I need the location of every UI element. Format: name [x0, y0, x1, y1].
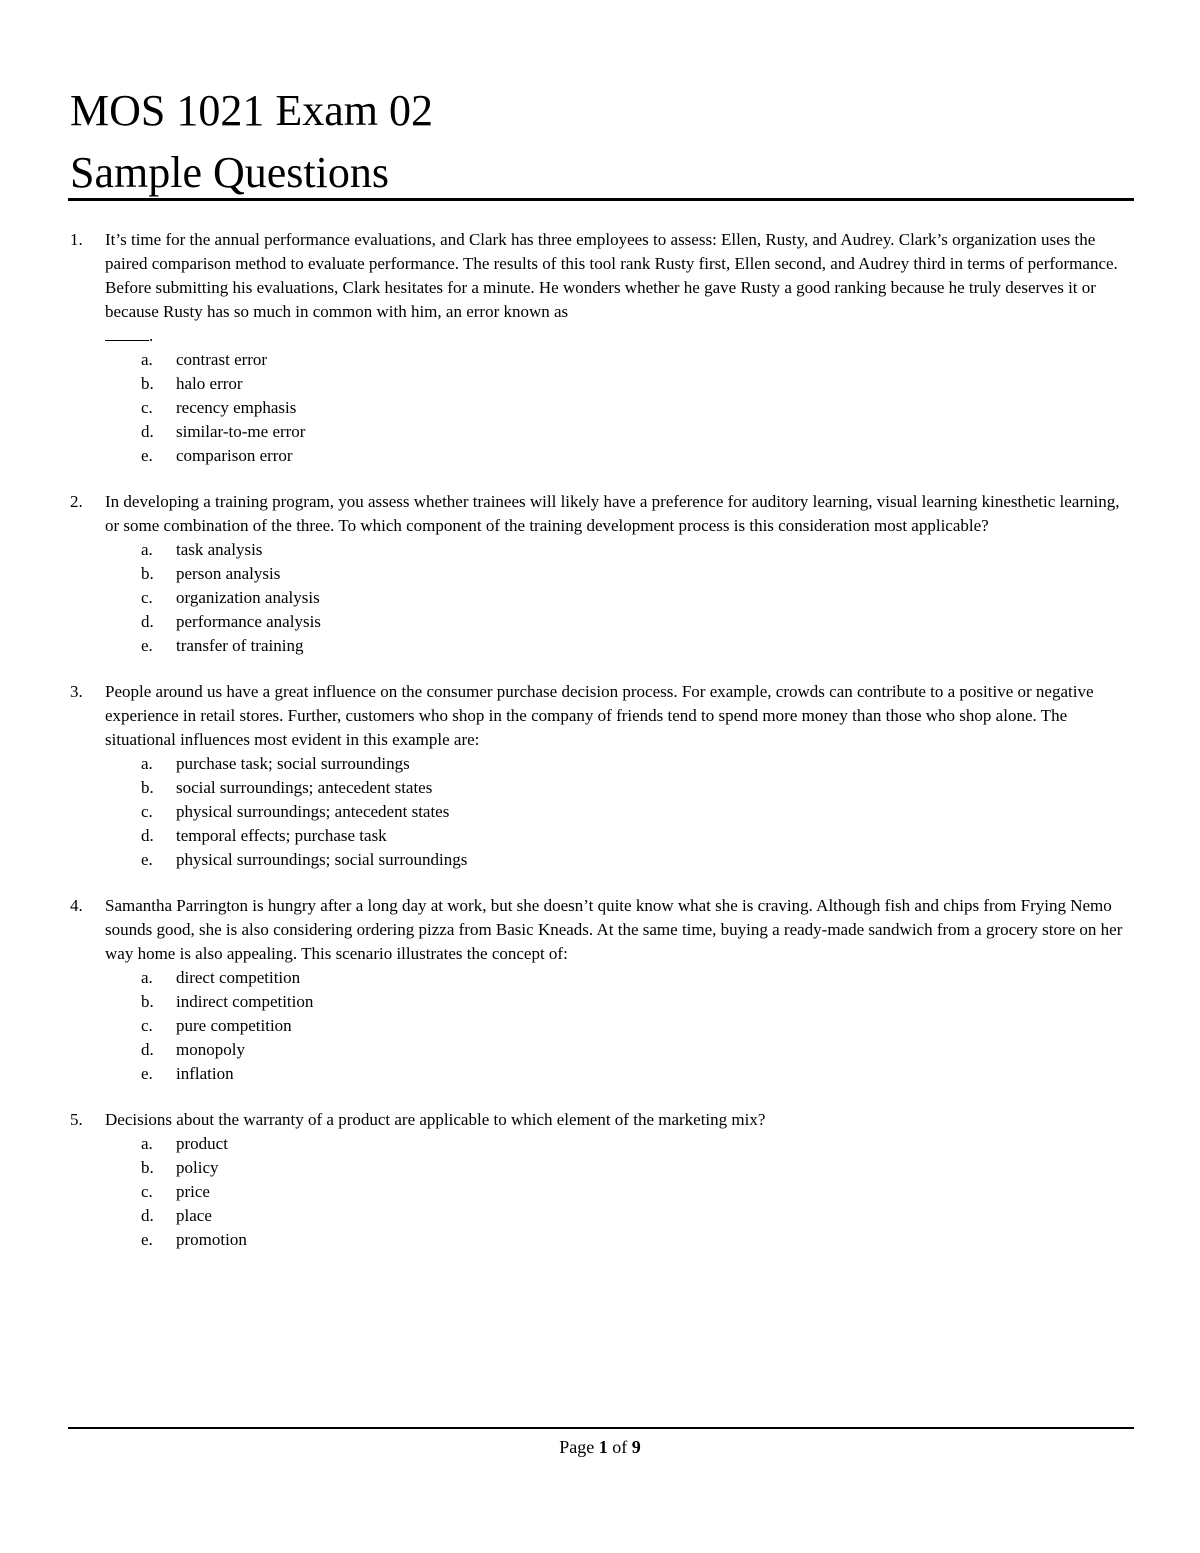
question-5: [70, 1108, 1134, 1252]
choice-letter: e.: [141, 636, 153, 655]
question-text: People around us have a great influence on the consumer purchase decision process. For example, crowds can contribute to a positive or negative experience in retail stores. Further, customers who shop in the company of friends tend to spend more money than those who shop alone. The situational influences most evident in this example are:: [105, 682, 1094, 749]
choice-letter: d.: [141, 826, 154, 845]
choice-letter: c.: [141, 398, 153, 417]
choice-text: organization analysis: [176, 588, 320, 607]
question-list: [70, 228, 1134, 1274]
question-number: 3.: [70, 682, 83, 701]
choice-letter: a.: [141, 540, 153, 559]
choice-letter: e.: [141, 1230, 153, 1249]
choice-letter: b.: [141, 778, 154, 797]
choice-letter: b.: [141, 1158, 154, 1177]
choice-item: [105, 420, 1134, 444]
choice-item: [105, 348, 1134, 372]
question-stem-end: .: [149, 326, 154, 345]
choice-list: [105, 966, 1134, 1086]
choice-letter: a.: [141, 754, 153, 773]
choice-text: physical surroundings; social surroundings: [176, 850, 468, 869]
choice-item: [105, 848, 1134, 872]
choice-list: [105, 348, 1134, 468]
choice-item: [105, 372, 1134, 396]
page-total: 9: [631, 1437, 641, 1457]
choice-letter: e.: [141, 446, 153, 465]
question-number: 4.: [70, 896, 83, 915]
question-number: 1.: [70, 230, 83, 249]
choice-text: indirect competition: [176, 992, 314, 1011]
page-current: 1: [598, 1437, 608, 1457]
choice-item: [105, 1228, 1134, 1252]
choice-item: [105, 1204, 1134, 1228]
choice-letter: b.: [141, 564, 154, 583]
choice-item: [105, 966, 1134, 990]
choice-item: [105, 752, 1134, 776]
choice-text: recency emphasis: [176, 398, 297, 417]
document-header: [70, 80, 1134, 204]
choice-item: [105, 1132, 1134, 1156]
choice-text: contrast error: [176, 350, 268, 369]
choice-item: [105, 824, 1134, 848]
exam-title: MOS 1021 Exam 02: [70, 86, 433, 135]
choice-item: [105, 1180, 1134, 1204]
choice-letter: c.: [141, 1182, 153, 1201]
choice-text: product: [176, 1134, 228, 1153]
choice-letter: a.: [141, 968, 153, 987]
choice-item: [105, 562, 1134, 586]
choice-item: [105, 634, 1134, 658]
choice-letter: d.: [141, 1206, 154, 1225]
choice-item: [105, 396, 1134, 420]
page-label: Page: [559, 1437, 595, 1457]
choice-text: performance analysis: [176, 612, 321, 631]
choice-letter: c.: [141, 802, 153, 821]
choice-letter: c.: [141, 588, 153, 607]
choice-text: task analysis: [176, 540, 263, 559]
question-number: 2.: [70, 492, 83, 511]
choice-text: halo error: [176, 374, 243, 393]
question-number: 5.: [70, 1110, 83, 1129]
choice-letter: d.: [141, 422, 154, 441]
choice-list: [105, 538, 1134, 658]
choice-letter: e.: [141, 1064, 153, 1083]
question-1: [70, 228, 1134, 468]
question-3: [70, 680, 1134, 872]
question-2: [70, 490, 1134, 658]
choice-letter: b.: [141, 992, 154, 1011]
exam-subtitle: Sample Questions: [70, 148, 389, 197]
choice-letter: d.: [141, 612, 154, 631]
choice-letter: c.: [141, 1016, 153, 1035]
choice-letter: b.: [141, 374, 154, 393]
choice-text: inflation: [176, 1064, 234, 1083]
choice-item: [105, 1156, 1134, 1180]
choice-letter: a.: [141, 350, 153, 369]
choice-item: [105, 1062, 1134, 1086]
answer-blank: [105, 326, 149, 341]
choice-list: [105, 752, 1134, 872]
choice-text: comparison error: [176, 446, 293, 465]
choice-item: [105, 586, 1134, 610]
question-text: [105, 228, 1134, 348]
question-text: Samantha Parrington is hungry after a long day at work, but she doesn’t quite know what she is craving. Although fish and chips from Frying Nemo sounds good, she is also considering ordering pizza from Basic Kneads. At the same time, buying a ready-made sandwich from a grocery store on her way home is also appealing. This scenario illustrates the concept of:: [105, 896, 1123, 963]
choice-letter: d.: [141, 1040, 154, 1059]
choice-text: transfer of training: [176, 636, 304, 655]
choice-text: monopoly: [176, 1040, 245, 1059]
choice-text: pure competition: [176, 1016, 292, 1035]
choice-item: [105, 610, 1134, 634]
choice-text: similar-to-me error: [176, 422, 306, 441]
choice-text: place: [176, 1206, 212, 1225]
choice-text: policy: [176, 1158, 219, 1177]
choice-item: [105, 990, 1134, 1014]
choice-list: [105, 1132, 1134, 1252]
choice-item: [105, 1038, 1134, 1062]
question-text: In developing a training program, you assess whether trainees will likely have a preference for auditory learning, visual learning kinesthetic learning, or some combination of the three. To which component of the training development process is this consideration most applicable?: [105, 492, 1120, 535]
choice-text: direct competition: [176, 968, 301, 987]
choice-item: [105, 800, 1134, 824]
choice-text: temporal effects; purchase task: [176, 826, 387, 845]
page-of: of: [612, 1437, 628, 1457]
choice-text: person analysis: [176, 564, 281, 583]
question-stem: It’s time for the annual performance evaluations, and Clark has three employees to assess: Ellen, Rusty, and Audrey. Clark’s organization uses the paired comparison method to evaluate performance. The results of this tool rank Rusty first, Ellen second, and Audrey third in terms of performance. Before submitting his evaluations, Clark hesitates for a minute. He wonders whether he gave Rusty a good ranking because he truly deserves it or because Rusty has so much in common with him, an error known as: [105, 230, 1118, 321]
footer-divider: [68, 1427, 1134, 1429]
choice-letter: e.: [141, 850, 153, 869]
page-number: [0, 1435, 1200, 1459]
question-4: [70, 894, 1134, 1086]
question-text: Decisions about the warranty of a product are applicable to which element of the marketing mix?: [105, 1110, 766, 1129]
choice-item: [105, 444, 1134, 468]
choice-text: price: [176, 1182, 210, 1201]
choice-text: physical surroundings; antecedent states: [176, 802, 450, 821]
choice-text: promotion: [176, 1230, 247, 1249]
header-divider: [68, 198, 1134, 201]
choice-item: [105, 776, 1134, 800]
choice-item: [105, 538, 1134, 562]
choice-item: [105, 1014, 1134, 1038]
choice-text: purchase task; social surroundings: [176, 754, 410, 773]
choice-letter: a.: [141, 1134, 153, 1153]
choice-text: social surroundings; antecedent states: [176, 778, 433, 797]
